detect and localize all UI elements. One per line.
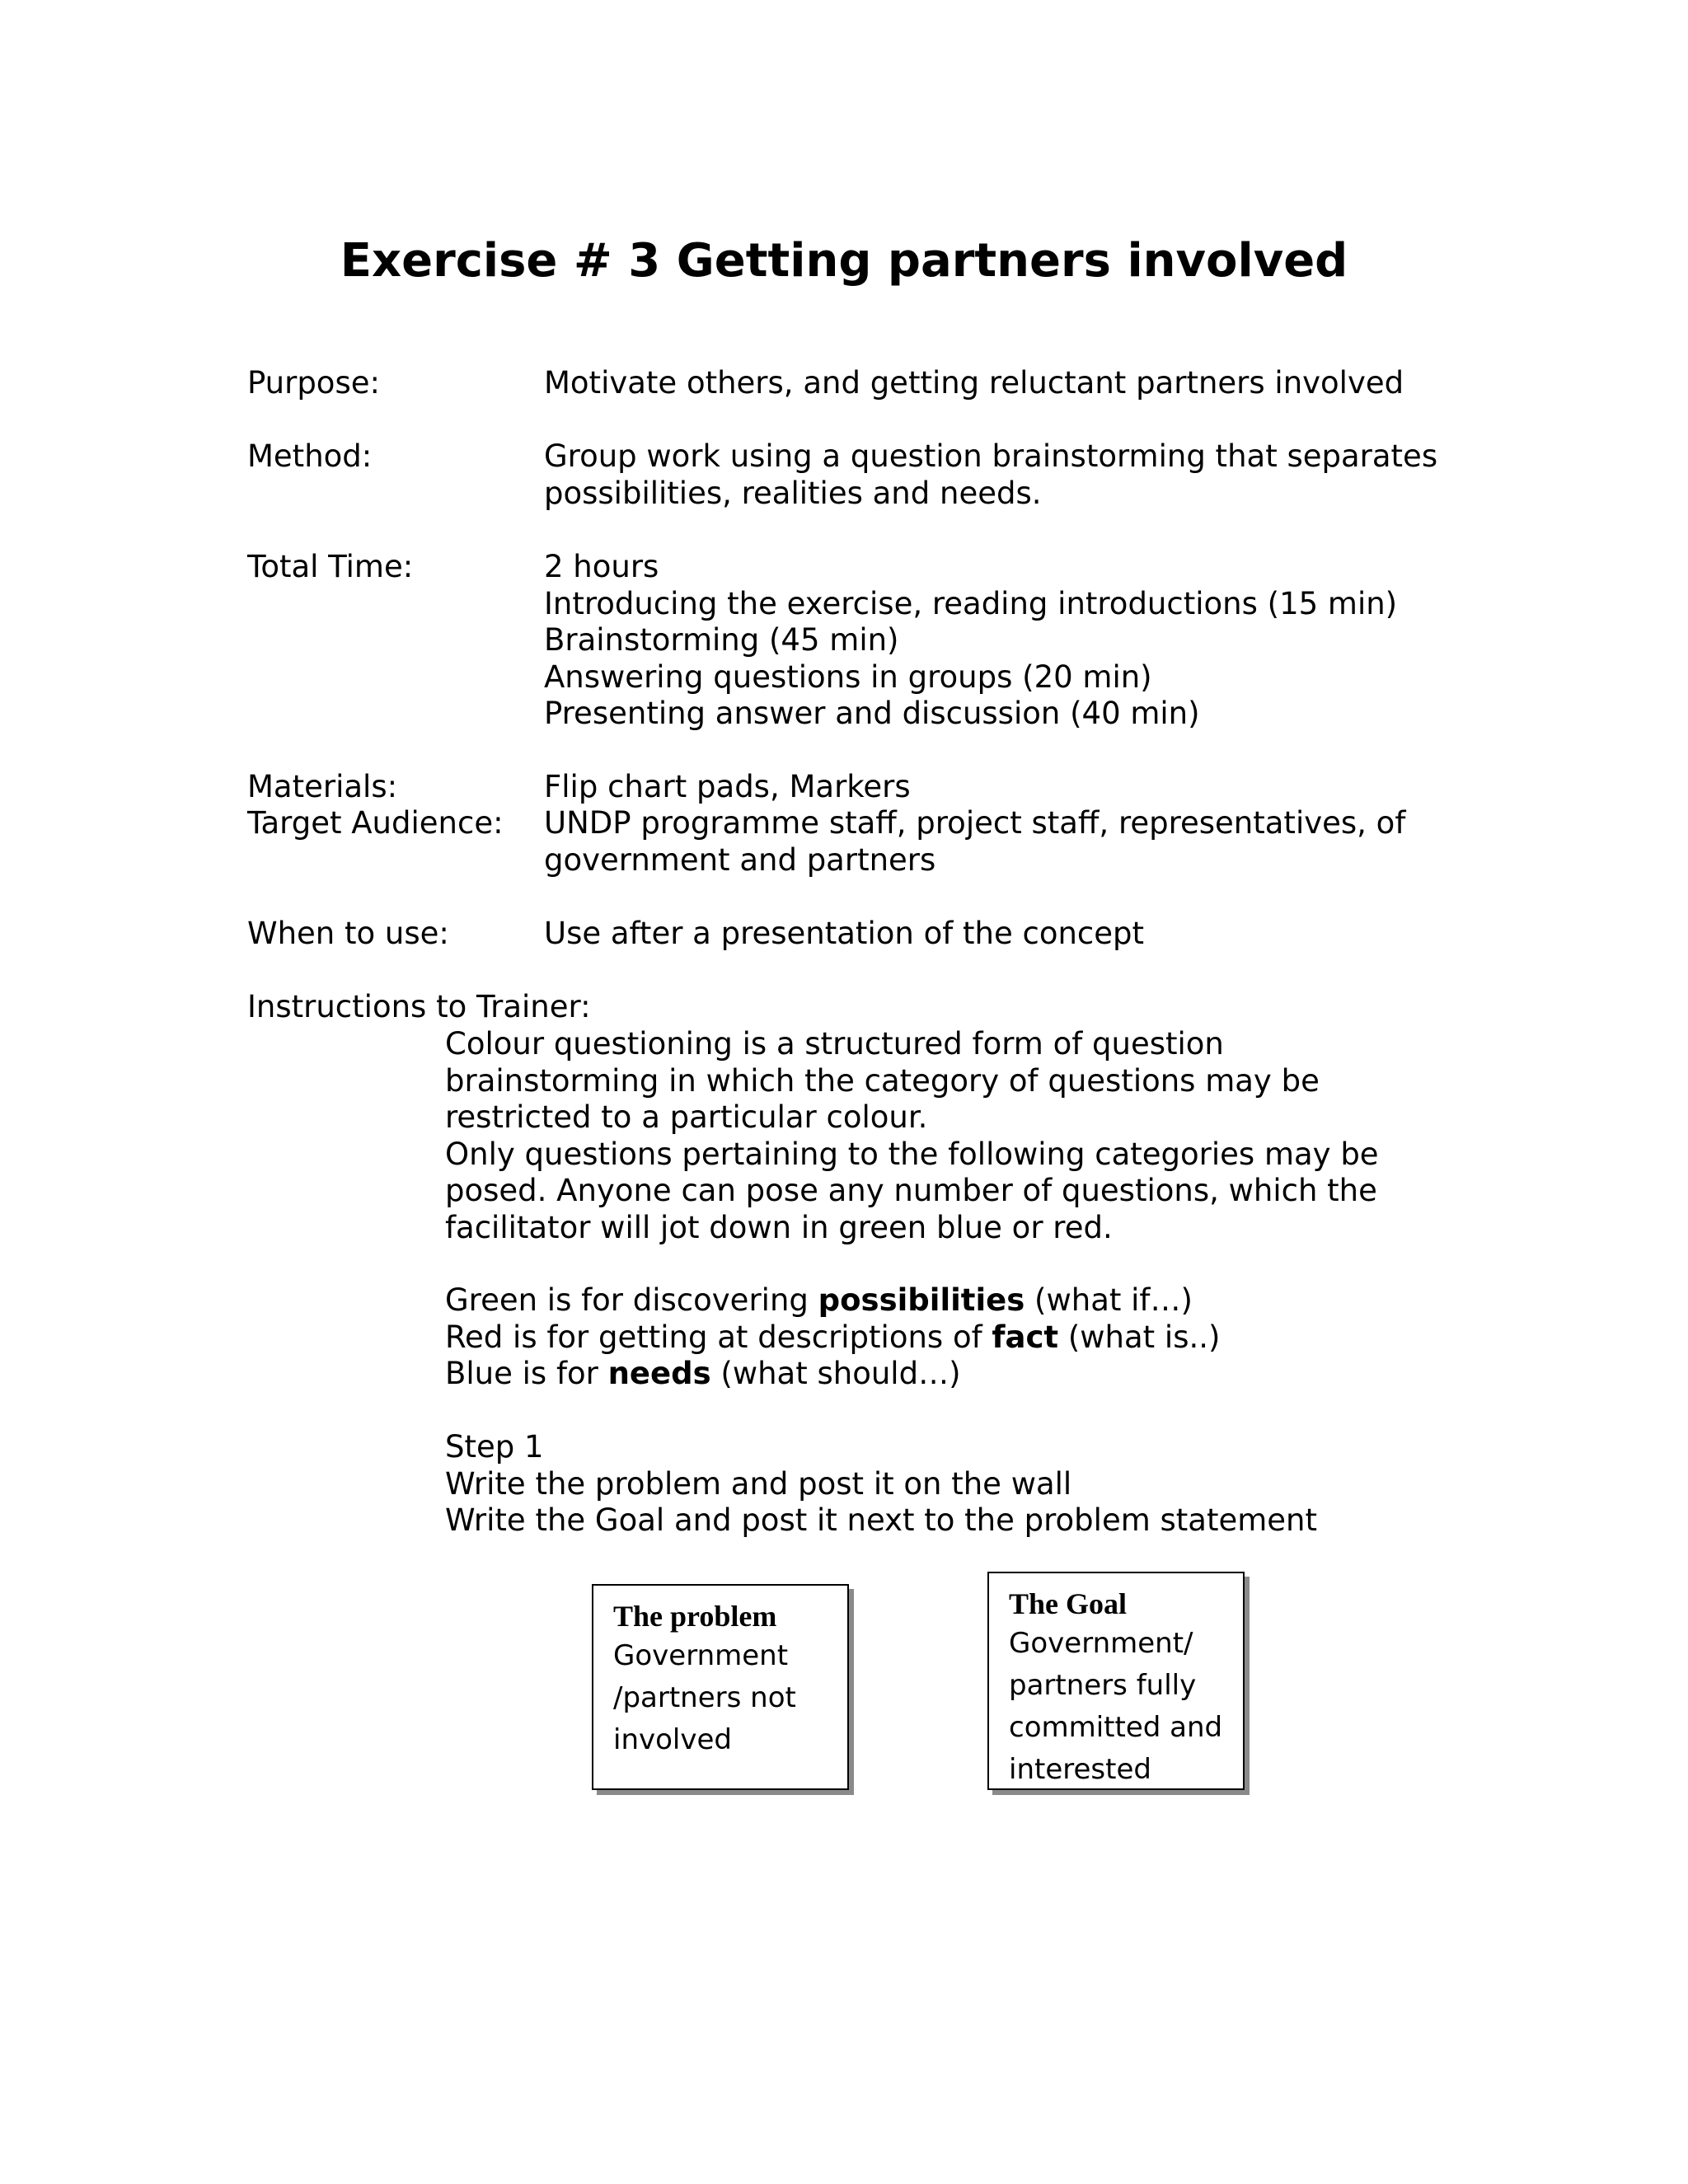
method-label: Method:	[247, 438, 373, 474]
colour-green-line	[445, 1282, 1220, 1319]
method-value	[544, 438, 1437, 512]
when-to-use-line: Use after a presentation of the concept	[544, 916, 1145, 951]
purpose-label: Purpose:	[247, 365, 380, 401]
colour-text: (what if…)	[1025, 1282, 1193, 1318]
instructions-paragraph	[445, 1026, 1379, 1246]
purpose-value	[544, 365, 1404, 402]
total-time-line: Answering questions in groups (20 min)	[544, 658, 1152, 695]
goal-card-line: committed and	[1009, 1711, 1223, 1744]
step-line: Write the problem and post it on the wall	[445, 1465, 1072, 1502]
goal-card-line: partners fully	[1009, 1669, 1197, 1702]
goal-card	[987, 1572, 1245, 1790]
problem-card-line: involved	[613, 1723, 732, 1756]
step-line: Step 1	[445, 1429, 544, 1465]
goal-card-line: Government/	[1009, 1627, 1193, 1660]
step-1	[445, 1429, 1317, 1540]
colour-text: Red is for getting at descriptions of	[445, 1319, 992, 1355]
colour-categories	[445, 1282, 1220, 1393]
target-audience-value	[544, 805, 1405, 879]
colour-red-line	[445, 1319, 1220, 1357]
total-time-label: Total Time:	[247, 549, 414, 584]
total-time-value	[544, 549, 1397, 733]
method-line: Group work using a question brainstorming that separates	[544, 438, 1438, 474]
instructions-line: restricted to a particular colour.	[445, 1099, 928, 1135]
total-time-line: Brainstorming (45 min)	[544, 622, 899, 658]
instructions-line: brainstorming in which the category of questions may be	[445, 1062, 1320, 1099]
goal-card-line: interested	[1009, 1753, 1151, 1786]
page-title: Exercise # 3 Getting partners involved	[340, 234, 1348, 288]
purpose-line: Motivate others, and getting reluctant partners involved	[544, 365, 1404, 401]
target-audience-line: UNDP programme staff, project staff, representatives, of	[544, 805, 1406, 841]
step-line: Write the Goal and post it next to the problem statement	[445, 1502, 1318, 1538]
problem-card-line: /partners not	[613, 1681, 796, 1714]
problem-card	[592, 1584, 849, 1790]
colour-text: Green is for discovering	[445, 1282, 818, 1318]
goal-card-title: The Goal	[1009, 1587, 1128, 1620]
colour-text: (what should…)	[710, 1356, 961, 1391]
target-audience-label: Target Audience:	[247, 805, 504, 841]
materials-line: Flip chart pads, Markers	[544, 769, 911, 804]
instructions-line: Only questions pertaining to the following categories may be	[445, 1136, 1379, 1172]
instructions-line: posed. Anyone can pose any number of questions, which the	[445, 1173, 1377, 1208]
colour-blue-line	[445, 1356, 1220, 1393]
total-time-line: 2 hours	[544, 549, 659, 584]
when-to-use-value	[544, 916, 1144, 953]
colour-keyword: fact	[992, 1319, 1059, 1355]
materials-label: Materials:	[247, 769, 398, 804]
problem-card-title: The problem	[613, 1600, 777, 1633]
colour-keyword: possibilities	[818, 1282, 1025, 1318]
target-audience-line: government and partners	[544, 841, 936, 878]
when-to-use-label: When to use:	[247, 916, 449, 951]
colour-text: Blue is for	[445, 1356, 608, 1391]
colour-text: (what is..)	[1058, 1319, 1221, 1355]
instructions-label: Instructions to Trainer:	[247, 989, 591, 1024]
instructions-line: facilitator will jot down in green blue or red.	[445, 1209, 1113, 1245]
method-line: possibilities, realities and needs.	[544, 475, 1042, 511]
colour-keyword: needs	[607, 1356, 711, 1391]
problem-card-line: Government	[613, 1639, 789, 1672]
total-time-line: Introducing the exercise, reading introductions (15 min)	[544, 585, 1398, 621]
instructions-line: Colour questioning is a structured form of question	[445, 1026, 1224, 1062]
materials-value	[544, 769, 911, 806]
total-time-line: Presenting answer and discussion (40 min)	[544, 696, 1200, 731]
